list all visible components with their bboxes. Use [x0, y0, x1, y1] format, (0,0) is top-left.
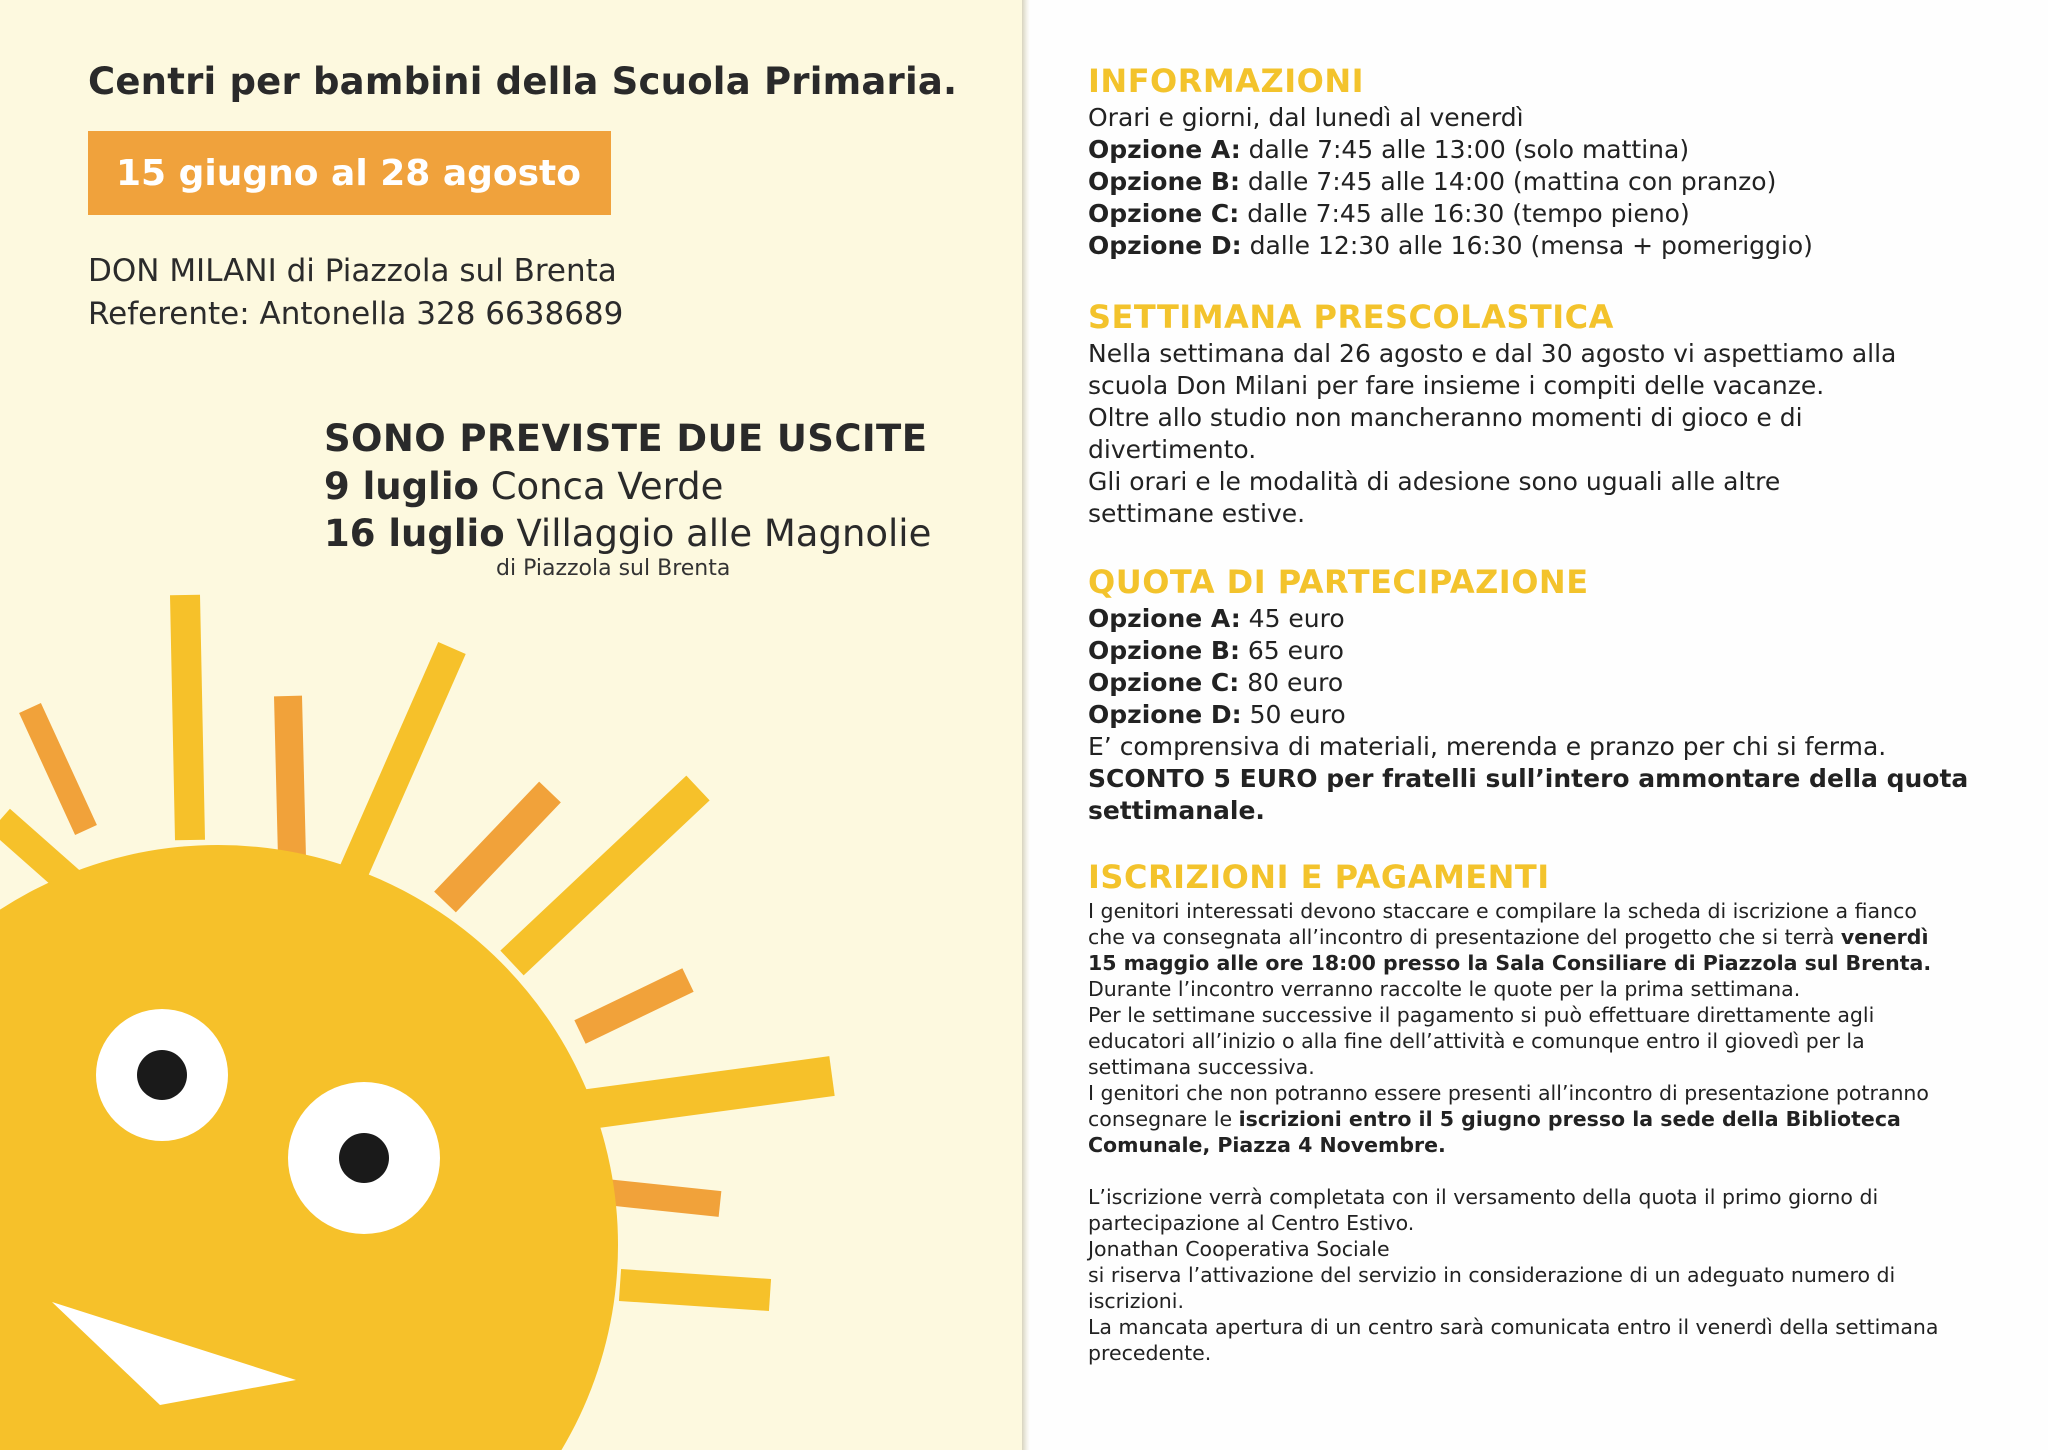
sun-ray — [582, 1076, 832, 1110]
sun-ray — [288, 696, 292, 858]
option-row — [1088, 230, 1813, 262]
trip-date: 16 luglio — [324, 512, 505, 555]
sun-ray — [350, 648, 452, 880]
paragraph-line: partecipazione al Centro Estivo. — [1088, 1211, 1415, 1235]
paragraph-line: si riserva l’attivazione del servizio in considerazione di un adeguato numero di — [1088, 1263, 1896, 1287]
sun-ray — [620, 1285, 770, 1295]
price-row — [1088, 699, 1968, 731]
section-quota — [1088, 563, 1968, 827]
option-price: 65 euro — [1239, 636, 1344, 665]
option-label: Opzione B: — [1088, 167, 1240, 196]
section-heading: SETTIMANA PRESCOLASTICA — [1088, 298, 1614, 336]
section-prescolastica — [1088, 298, 1896, 530]
paragraph-line: Comunale, Piazza 4 Novembre. — [1088, 1133, 1446, 1157]
paragraph-line: L’iscrizione verrà completata con il versamento della quota il primo giorno di — [1088, 1185, 1879, 1209]
option-price: 45 euro — [1240, 604, 1345, 633]
paragraph-line: precedente. — [1088, 1341, 1212, 1365]
sun-ray — [445, 792, 550, 902]
sun-ray — [580, 980, 688, 1032]
left-panel — [0, 0, 1022, 1450]
trip-date: 9 luglio — [324, 465, 479, 508]
right-eye — [288, 1082, 440, 1234]
option-label: Opzione C: — [1088, 668, 1240, 697]
paragraph-line: scuola Don Milani per fare insieme i compiti delle vacanze. — [1088, 371, 1825, 400]
date-banner: 15 giugno al 28 agosto — [88, 131, 611, 215]
page-title: Centri per bambini della Scuola Primaria. — [88, 60, 958, 103]
section-heading: INFORMAZIONI — [1088, 62, 1364, 100]
trip-place: Villaggio alle Magnolie — [516, 512, 932, 555]
paragraph-line: I genitori interessati devono staccare e compilare la scheda di iscrizione a fianco — [1088, 899, 1917, 923]
paragraph-line: settimane estive. — [1088, 499, 1306, 528]
discount-line: settimanale. — [1088, 796, 1265, 825]
contact-line: Referente: Antonella 328 6638689 — [88, 296, 624, 332]
informazioni-intro: Orari e giorni, dal lunedì al venerdì — [1088, 103, 1524, 132]
sun-ray — [30, 708, 86, 830]
paragraph-line: 15 maggio alle ore 18:00 presso la Sala Consiliare di Piazzola sul Brenta. — [1088, 951, 1932, 975]
trip-place: Conca Verde — [490, 465, 724, 508]
left-eye — [96, 1009, 228, 1141]
quota-note: E’ comprensiva di materiali, merenda e pranzo per chi si ferma. — [1088, 732, 1887, 761]
paragraph-line: Gli orari e le modalità di adesione sono uguali alle altre — [1088, 467, 1781, 496]
discount-line: SCONTO 5 EURO per fratelli sull’intero ammontare della quota — [1088, 764, 1969, 793]
option-label: Opzione D: — [1088, 231, 1242, 260]
sun-ray — [185, 595, 190, 840]
paragraph-line: divertimento. — [1088, 435, 1257, 464]
option-label: Opzione A: — [1088, 135, 1241, 164]
option-price: 80 euro — [1239, 668, 1344, 697]
paragraph-line: I genitori che non potranno essere presenti all’incontro di presentazione potranno — [1088, 1081, 1929, 1105]
paragraph-line: Durante l’incontro verranno raccolte le quote per la prima settimana. — [1088, 977, 1801, 1001]
option-price: 50 euro — [1241, 700, 1346, 729]
paragraph-line: consegnare le iscrizioni entro il 5 giugno presso la sede della Biblioteca — [1088, 1107, 1901, 1131]
section-iscrizioni — [1088, 858, 1938, 1366]
paragraph-line: che va consegnata all’incontro di presentazione del progetto che si terrà venerdì — [1088, 925, 1929, 949]
paragraph-line: Per le settimane successive il pagamento si può effettuare direttamente agli — [1088, 1003, 1875, 1027]
option-text: dalle 12:30 alle 16:30 (mensa + pomeriggio) — [1241, 231, 1813, 260]
paragraph-line: Oltre allo studio non mancheranno momenti di gioco e di — [1088, 403, 1803, 432]
price-row — [1088, 667, 1968, 699]
trip-subnote: di Piazzola sul Brenta — [496, 556, 731, 581]
paragraph-line: educatori all’inizio o alla fine dell’attività e comunque entro il giovedì per la — [1088, 1029, 1865, 1053]
section-heading: ISCRIZIONI E PAGAMENTI — [1088, 858, 1550, 896]
paragraph-line: Nella settimana dal 26 agosto e dal 30 agosto vi aspettiamo alla — [1088, 339, 1897, 368]
option-text: dalle 7:45 alle 16:30 (tempo pieno) — [1239, 199, 1690, 228]
paragraph-line: La mancata apertura di un centro sarà comunicata entro il venerdì della settimana — [1088, 1315, 1939, 1339]
section-informazioni — [1088, 62, 1813, 262]
section-heading: QUOTA DI PARTECIPAZIONE — [1088, 563, 1589, 601]
price-row — [1088, 635, 1968, 667]
option-row — [1088, 198, 1813, 230]
venue-line: DON MILANI di Piazzola sul Brenta — [88, 253, 617, 289]
price-row — [1088, 603, 1968, 635]
page-fold — [1022, 0, 1030, 1450]
option-label: Opzione C: — [1088, 199, 1240, 228]
option-row — [1088, 166, 1813, 198]
right-panel — [1030, 0, 2048, 1450]
paragraph-line: iscrizioni. — [1088, 1289, 1184, 1313]
option-label: Opzione A: — [1088, 604, 1241, 633]
option-text: dalle 7:45 alle 13:00 (solo mattina) — [1240, 135, 1690, 164]
trips-heading: SONO PREVISTE DUE USCITE — [324, 417, 928, 460]
option-label: Opzione D: — [1088, 700, 1242, 729]
spacer — [1088, 1158, 1938, 1184]
option-label: Opzione B: — [1088, 636, 1240, 665]
sun-ray — [606, 1192, 720, 1204]
sun-illustration — [0, 0, 1022, 1450]
paragraph-line: Jonathan Cooperativa Sociale — [1088, 1237, 1390, 1261]
paragraph-line: settimana successiva. — [1088, 1055, 1315, 1079]
option-row — [1088, 134, 1813, 166]
option-text: dalle 7:45 alle 14:00 (mattina con pranzo) — [1239, 167, 1777, 196]
